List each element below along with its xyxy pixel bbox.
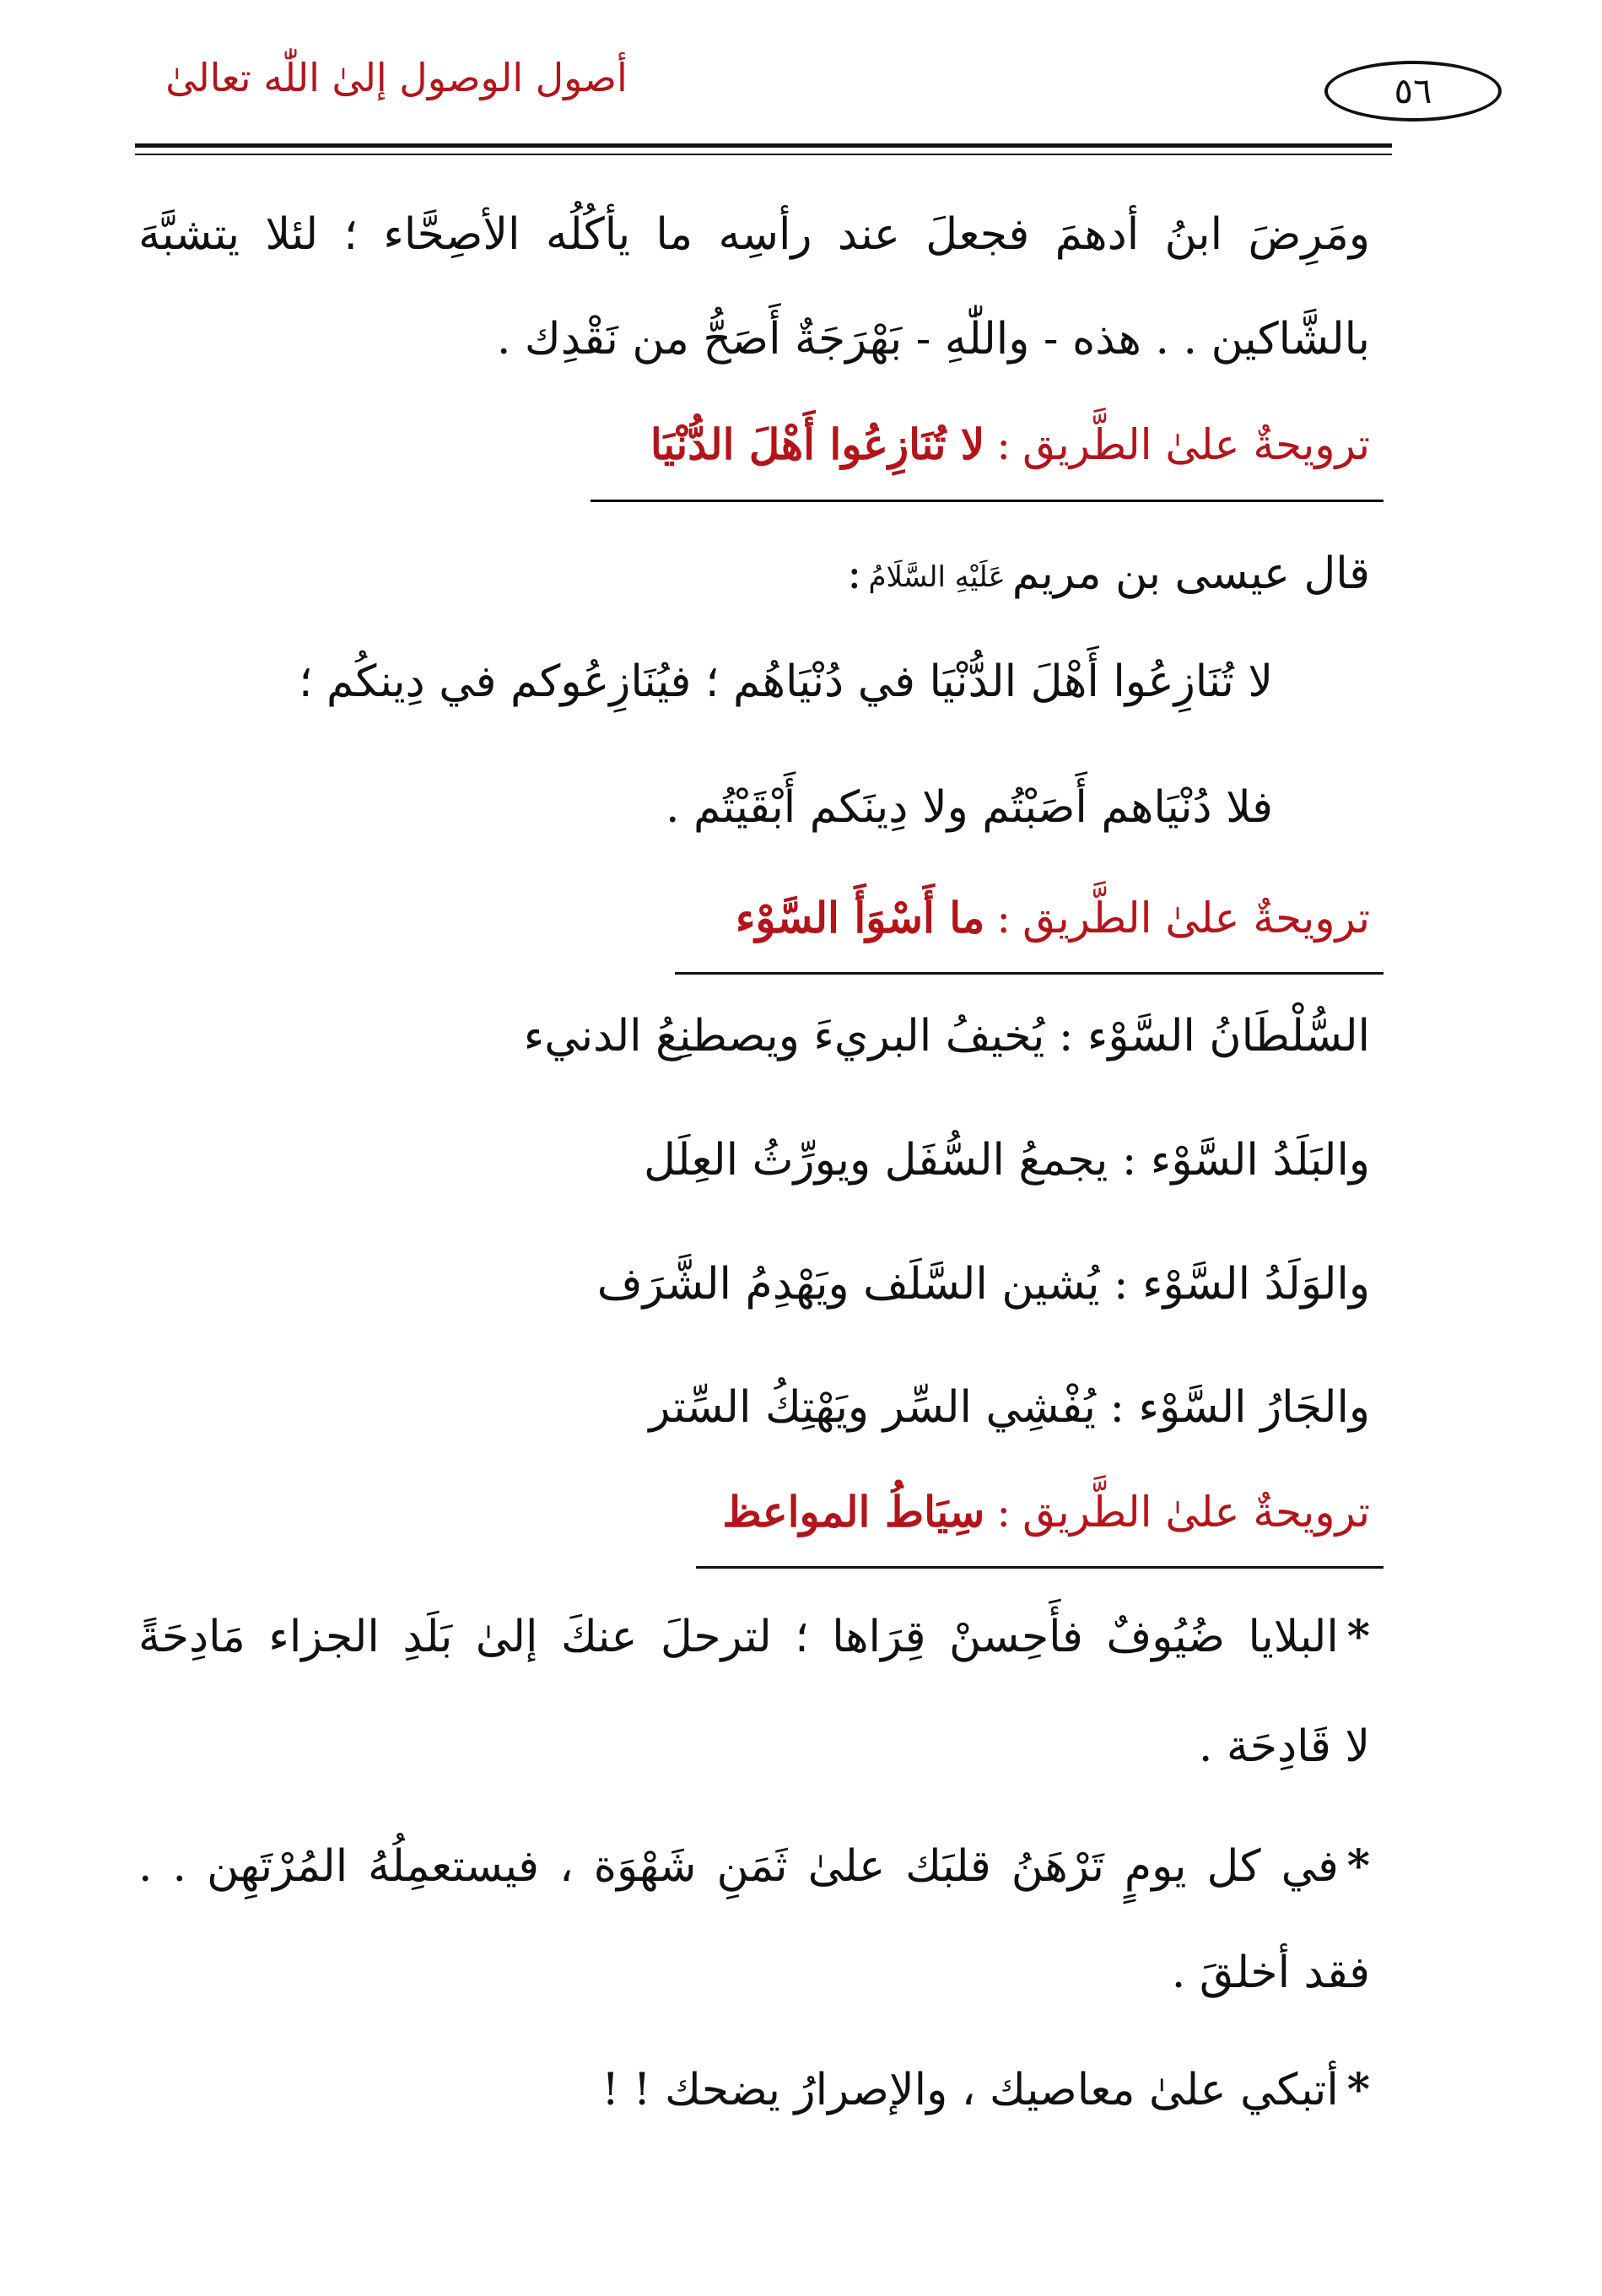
section-heading-1 bbox=[650, 411, 1370, 478]
section-heading-topic: لا تُنَازِعُوا أَهْلَ الدُّنْيَا bbox=[650, 419, 985, 469]
list-item: والبَلَدُ السَّوْء : يجمعُ السُّفَل ويورِّثُ العِلَل bbox=[644, 1135, 1370, 1186]
quote-line-1: لا تُنَازِعُوا أَهْلَ الدُّنْيَا في دُنْيَاهُم ؛ فيُنَازِعُوكم في دِينكُم ؛ bbox=[299, 656, 1273, 707]
page-number: ٥٦ bbox=[1324, 61, 1502, 122]
admonition-text: أتبكي علىٰ معاصيك ، والإصرارُ يضحك ! ! bbox=[601, 2065, 1339, 2115]
admonition-text: في كل يومٍ تَرْهَنُ قلبَك علىٰ ثَمَنِ شَهْوَة ، فيستعمِلُهُ المُرْتَهِن . . bbox=[138, 1841, 1339, 1892]
section-heading-separator: : bbox=[996, 1488, 1011, 1537]
section-heading-1-rule bbox=[591, 500, 1384, 502]
admonition-3-line-1 bbox=[601, 2056, 1370, 2124]
quote-colon: : bbox=[846, 548, 862, 599]
section-heading-2 bbox=[736, 884, 1370, 952]
intro-line-1: ومَرِضَ ابنُ أدهمَ فجعلَ عند رأسِه ما يأكُلُه الأصِحَّاء ؛ لئلا يتشبَّهَ bbox=[138, 209, 1370, 260]
quote-speaker: قال عيسى بن مريم bbox=[1011, 548, 1370, 599]
admonition-2-line-2: فقد أخلقَ . bbox=[1171, 1948, 1370, 1998]
admonition-2-line-1 bbox=[138, 1833, 1370, 1900]
admonition-1-line-1 bbox=[138, 1603, 1370, 1671]
section-heading-3-rule bbox=[696, 1566, 1384, 1569]
running-title: أصول الوصول إلىٰ اللّٰه تعالىٰ bbox=[165, 55, 628, 100]
section-heading-label: ترويحةٌ علىٰ الطَّريق bbox=[1022, 894, 1370, 943]
section-heading-3 bbox=[722, 1478, 1370, 1546]
admonition-1-line-2: لا قَادِحَة . bbox=[1198, 1721, 1370, 1772]
admonition-text: البلايا ضُيُوفٌ فأَحِسنْ قِرَاها ؛ لترحلَ عنكَ إلىٰ بَلَدِ الجزاء مَادِحَةً bbox=[138, 1612, 1339, 1662]
section-heading-topic: سِيَاطُ المواعظ bbox=[722, 1487, 985, 1537]
section-heading-topic: ما أَسْوَأَ السَّوْء bbox=[735, 893, 985, 943]
quote-attribution bbox=[847, 540, 1370, 611]
header-double-rule bbox=[135, 143, 1392, 155]
list-item: والوَلَدُ السَّوْء : يُشين السَّلَف ويَهْدِمُ الشَّرَف bbox=[596, 1259, 1370, 1310]
section-heading-2-rule bbox=[675, 972, 1384, 975]
asterisk-bullet: * bbox=[1346, 2064, 1370, 2115]
honorific-ligature: عَلَيْهِ السَّلَامُ bbox=[868, 559, 1006, 594]
intro-line-2: بالشَّاكين . . هذه - واللّٰهِ - بَهْرَجَةٌ أَصَحُّ من نَقْدِك . bbox=[496, 314, 1370, 365]
section-heading-label: ترويحةٌ علىٰ الطَّريق bbox=[1022, 420, 1370, 469]
section-heading-separator: : bbox=[996, 420, 1011, 469]
section-heading-separator: : bbox=[996, 894, 1011, 943]
section-heading-label: ترويحةٌ علىٰ الطَّريق bbox=[1022, 1488, 1370, 1537]
asterisk-bullet: * bbox=[1346, 1611, 1370, 1662]
list-item: والجَارُ السَّوْء : يُفْشِي السِّر ويَهْتِكُ السِّتر bbox=[649, 1382, 1370, 1433]
quote-line-2: فلا دُنْيَاهم أَصَبْتُم ولا دِينَكم أَبْقَيْتُم . bbox=[665, 782, 1273, 833]
list-item: السُّلْطَانُ السَّوْء : يُخيفُ البريءَ ويصطنِعُ الدنيء bbox=[523, 1011, 1370, 1062]
asterisk-bullet: * bbox=[1346, 1840, 1370, 1892]
